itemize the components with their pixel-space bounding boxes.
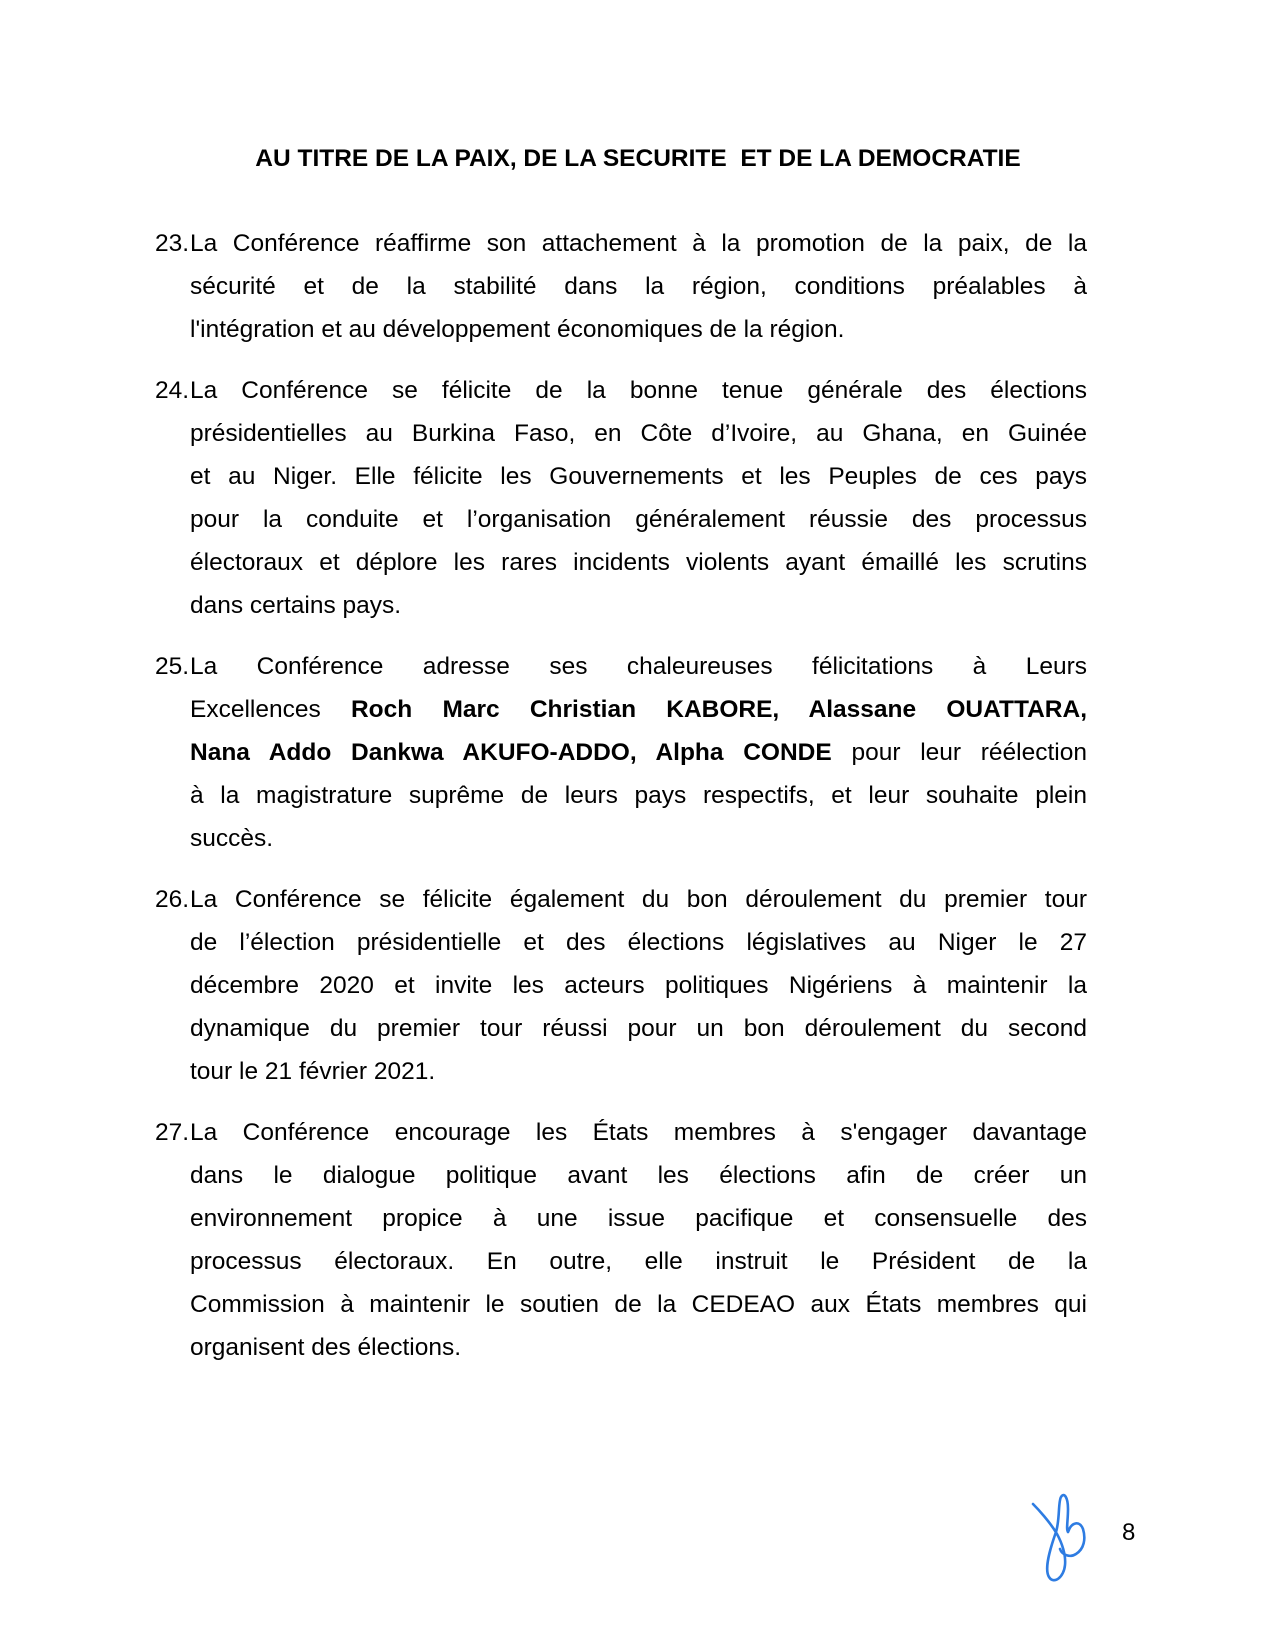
list-number: 24.	[155, 377, 190, 404]
list-item	[155, 645, 1275, 860]
text-run: Commission à maintenir le soutien de la CEDEAO aux États membres qui	[190, 1291, 1087, 1318]
signature-ink-icon	[1000, 1477, 1095, 1592]
paragraph-line	[190, 1007, 1087, 1050]
paragraph-line	[190, 498, 1087, 541]
text-run: dans le dialogue politique avant les élections afin de créer un	[190, 1162, 1087, 1189]
paragraph-line	[190, 455, 1087, 498]
paragraph-content	[190, 222, 1087, 351]
list-number: 25.	[155, 653, 190, 680]
list-item	[155, 1111, 1275, 1369]
text-run: La Conférence encourage les États membres à s'engager davantage	[190, 1119, 1087, 1146]
paragraph-line	[190, 1197, 1087, 1240]
paragraph-line	[190, 645, 1087, 688]
paragraph-line	[190, 731, 1087, 774]
list-item	[155, 222, 1275, 351]
paragraph-line	[190, 1283, 1087, 1326]
bold-text-run: Roch Marc Christian KABORE, Alassane OUATTARA,	[350, 696, 1088, 723]
text-run: électoraux et déplore les rares incidents violents ayant émaillé les scrutins	[190, 549, 1087, 576]
text-run: succès.	[190, 825, 274, 852]
paragraph-line	[190, 265, 1087, 308]
paragraph-line	[190, 1326, 1087, 1369]
paragraph-content	[190, 1111, 1087, 1369]
text-run: et au Niger. Elle félicite les Gouvernements et les Peuples de ces pays	[190, 463, 1087, 490]
text-run: La Conférence se félicite également du bon déroulement du premier tour	[190, 886, 1087, 913]
text-run: dans certains pays.	[190, 592, 402, 619]
text-run: décembre 2020 et invite les acteurs politiques Nigériens à maintenir la	[190, 972, 1087, 999]
paragraph-line	[190, 222, 1087, 265]
list-number: 26.	[155, 886, 190, 913]
paragraph-line	[190, 584, 1087, 627]
paragraph-line	[190, 878, 1087, 921]
paragraph-line	[190, 369, 1087, 412]
text-run: processus électoraux. En outre, elle instruit le Président de la	[190, 1248, 1087, 1275]
numbered-paragraph-list	[0, 222, 1275, 1369]
text-run: à la magistrature suprême de leurs pays respectifs, et leur souhaite plein	[190, 782, 1087, 809]
text-run: organisent des élections.	[190, 1334, 462, 1361]
text-run: présidentielles au Burkina Faso, en Côte d’Ivoire, au Ghana, en Guinée	[190, 420, 1087, 447]
list-number: 27.	[155, 1119, 190, 1146]
text-run: La Conférence réaffirme son attachement à la promotion de la paix, de la	[190, 230, 1087, 257]
list-number: 23.	[155, 230, 190, 257]
paragraph-line	[190, 412, 1087, 455]
paragraph-line	[190, 541, 1087, 584]
bold-text-run: Nana Addo Dankwa AKUFO-ADDO, Alpha CONDE	[190, 739, 832, 766]
text-run: tour le 21 février 2021.	[190, 1058, 436, 1085]
text-run: La Conférence adresse ses chaleureuses félicitations à Leurs	[190, 653, 1087, 680]
paragraph-content	[190, 878, 1087, 1093]
text-run: sécurité et de la stabilité dans la région, conditions préalables à	[190, 273, 1087, 300]
paragraph-line	[190, 1111, 1087, 1154]
signature-scribble	[1000, 1477, 1095, 1592]
text-run: pour la conduite et l’organisation généralement réussie des processus	[190, 506, 1087, 533]
text-run: environnement propice à une issue pacifique et consensuelle des	[190, 1205, 1087, 1232]
text-run: Excellences	[190, 696, 351, 723]
text-run: de l’élection présidentielle et des élections législatives au Niger le 27	[190, 929, 1087, 956]
paragraph-line	[190, 688, 1087, 731]
text-run: l'intégration et au développement économiques de la région.	[190, 316, 845, 343]
text-run: La Conférence se félicite de la bonne tenue générale des élections	[190, 377, 1087, 404]
paragraph-line	[190, 817, 1087, 860]
paragraph-line	[190, 1240, 1087, 1283]
paragraph-line	[190, 921, 1087, 964]
paragraph-line	[190, 964, 1087, 1007]
signature-ink-path	[1033, 1495, 1084, 1580]
section-heading: AU TITRE DE LA PAIX, DE LA SECURITE ET DE LA DEMOCRATIE	[255, 145, 1021, 172]
paragraph-content	[190, 645, 1087, 860]
paragraph-line	[190, 1154, 1087, 1197]
list-item	[155, 878, 1275, 1093]
text-run: pour leur réélection	[831, 739, 1088, 766]
paragraph-line	[190, 308, 1087, 351]
list-item	[155, 369, 1275, 627]
paragraph-content	[190, 369, 1087, 627]
paragraph-line	[190, 1050, 1087, 1093]
paragraph-line	[190, 774, 1087, 817]
text-run: dynamique du premier tour réussi pour un bon déroulement du second	[190, 1015, 1087, 1042]
page-number: 8	[1122, 1519, 1136, 1546]
